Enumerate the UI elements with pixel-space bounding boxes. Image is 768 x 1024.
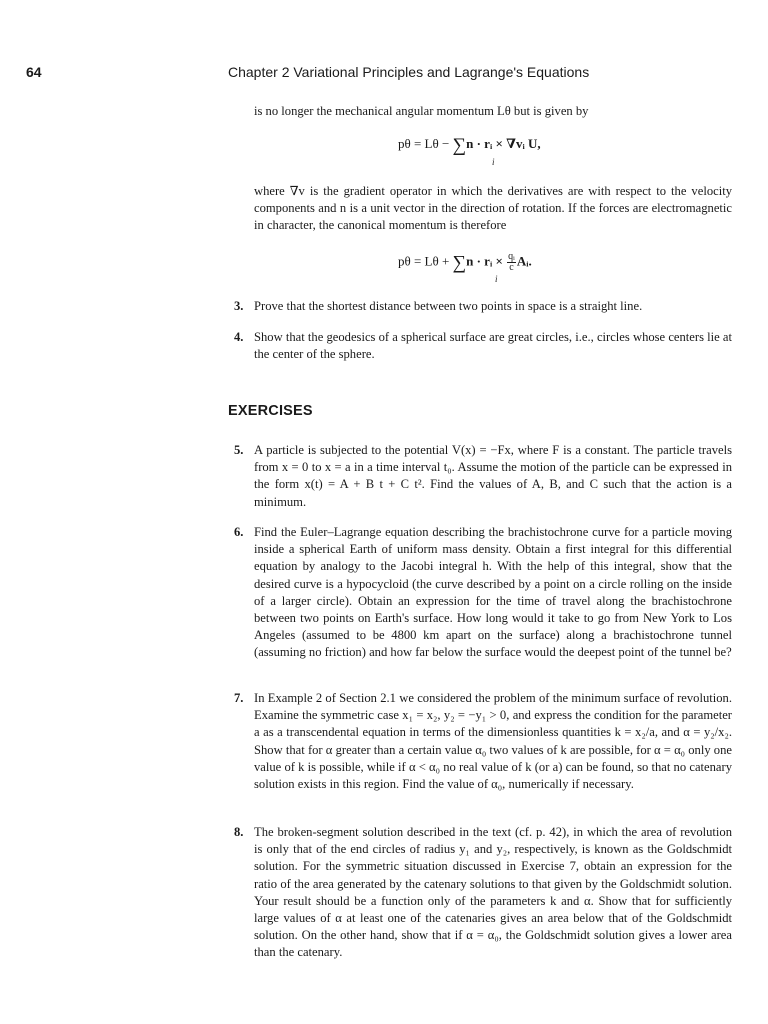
exercise-text: A particle is subjected to the potential V(x) = −Fx, where F is a constant. The particle travels from x = 0 to x = a in a time interval t₀. Assume the motion of the particle can be expressed in the form x(t) = A + B t + C t². Find the values of A, B, and C such that the action is a minimum. <box>254 443 732 509</box>
eq2-lhs: pθ = Lθ + <box>398 253 453 269</box>
exercise-number: 8. <box>234 825 244 839</box>
page-number: 64 <box>26 64 42 80</box>
summation-symbol-2: ∑ <box>452 252 467 274</box>
exercise-number: 5. <box>234 443 244 457</box>
eq1-lhs: pθ = Lθ − <box>398 136 453 151</box>
para2-text: where ∇v is the gradient operator in which the derivatives are with respect to the velocity components and n is a unit vector in the direction of rotation. If the forces are electromagnetic in character, the canonical momentum is therefore <box>254 184 732 233</box>
exercise-number: 7. <box>234 691 244 705</box>
exercise-text: Find the Euler–Lagrange equation describing the brachistochrone curve for a particle moving inside a spherical Earth of uniform mass density. Obtain a first integral for this differential equation by analogy to the Jacobi integral h. With the help of this integral, show that the desired curve is a hypocycloid (the curve described by a point on a circle rolling on the inside of a larger circle). Obtain an expression for the time of travel along the brachistochrone between two points on Earth's surface. How long would it take to go from New York to Los Angeles (assumed to be 4800 km apart on the surface) along a brachistochrone tunnel (assuming no friction) and how far below the surface would the deepest point of the tunnel be? <box>254 525 732 660</box>
problem-number: 3. <box>234 299 244 313</box>
intro-paragraph <box>254 103 732 120</box>
intro-text: is no longer the mechanical angular momentum Lθ but is given by <box>254 104 589 118</box>
problem-text: Show that the geodesics of a spherical surface are great circles, i.e., circles whose centers lie at the center of the sphere. <box>254 330 732 362</box>
eq1-rhs: n · rᵢ × ∇vᵢ U, <box>466 136 541 151</box>
exercise-number: 6. <box>234 525 244 539</box>
problem-3 <box>234 298 732 315</box>
summation-symbol: ∑ <box>452 135 467 156</box>
fraction-denominator: c <box>509 262 514 273</box>
exercises-heading: EXERCISES <box>228 403 313 419</box>
equation-electromagnetic-momentum <box>398 251 532 284</box>
problem-number: 4. <box>234 330 244 344</box>
eq2-mid: n · rᵢ × <box>466 253 507 269</box>
paragraph-gradient <box>254 183 732 235</box>
exercise-8 <box>234 824 732 962</box>
exercise-text: In Example 2 of Section 2.1 we considered the problem of the minimum surface of revolution. Examine the symmetric case x₁ = x₂, y₂ = −y₁ > 0, and express the condition for the parameter a as a transcendental equation in terms of the dimensionless quantities k = x₂/a, and α = y₂/x₂. Show that for α greater than a certain value α₀ two values of k are possible, for α = α₀ only one value of k is possible, while if α < α₀ no real value of k (or a) can be found, so that no catenary solution exists in this region. Find the value of α₀, numerically if necessary. <box>254 691 732 792</box>
running-header: Chapter 2 Variational Principles and Lagrange's Equations <box>228 64 590 80</box>
exercise-text: The broken-segment solution described in the text (cf. p. 42), in which the area of revolution is only that of the end circles of radius y₁ and y₂, respectively, is known as the Goldschmidt solution. For the symmetric situation discussed in Exercise 7, obtain an expression for the ratio of the area generated by the catenary solutions to that given by the Goldschmidt solution. Your result should be a function only of the parameters k and α. Show that for sufficiently large values of α at least one of the catenaries gives an area below that of the Goldschmidt solution. On the other hand, show that if α = α₀, the Goldschmidt solution gives a lower area than the catenary. <box>254 825 732 960</box>
eq2-tail: Aᵢ. <box>516 253 532 269</box>
exercise-6 <box>234 524 732 662</box>
eq1-sum-index: i <box>492 157 495 167</box>
fraction-numerator: qᵢ <box>508 251 515 262</box>
problem-text: Prove that the shortest distance between two points in space is a straight line. <box>254 299 643 313</box>
exercise-7 <box>234 690 732 793</box>
problem-4 <box>234 329 732 363</box>
charge-fraction <box>507 252 516 273</box>
equation-canonical-momentum <box>398 135 541 167</box>
eq2-sum-index: i <box>495 274 498 284</box>
exercise-5 <box>234 442 732 511</box>
